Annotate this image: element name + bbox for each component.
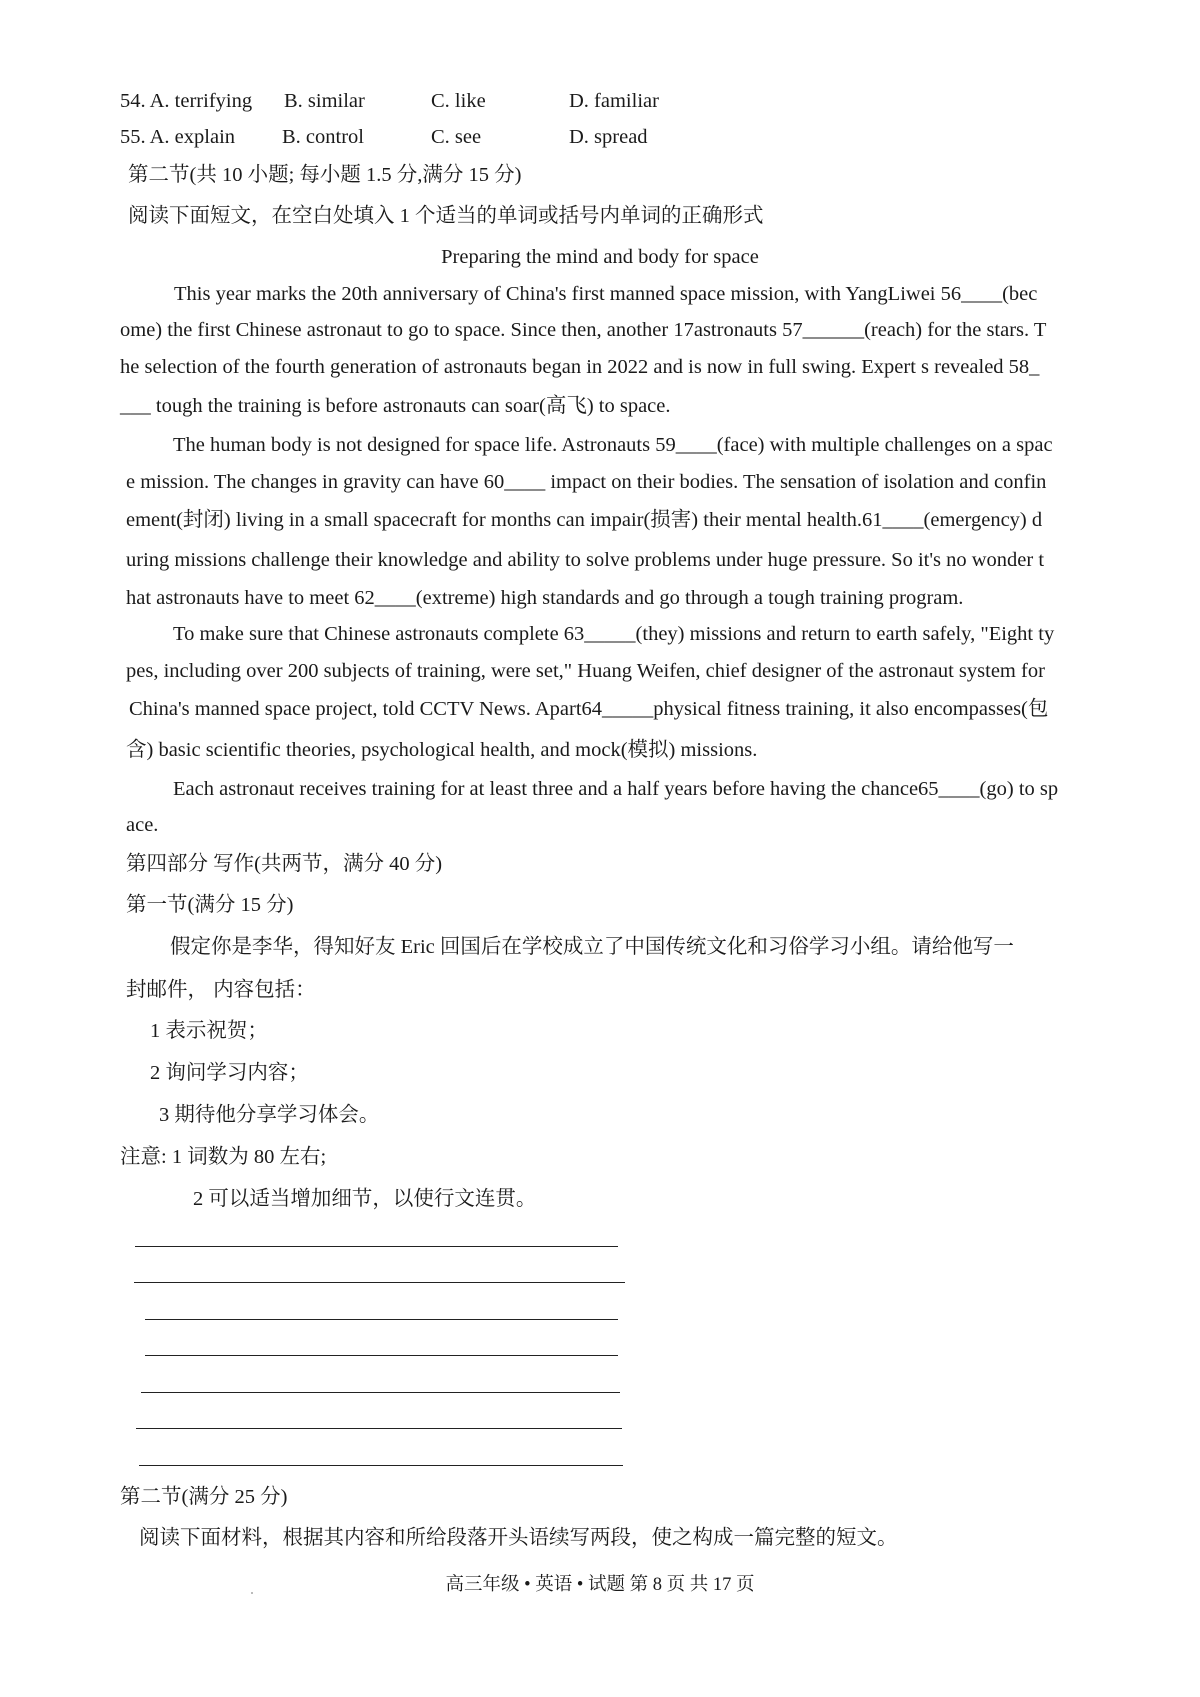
note-line1: 注意: 1 词数为 80 左右;: [120, 1146, 327, 1168]
q54-option-c: C. like: [431, 90, 486, 112]
section2-writing-instruction: 阅读下面材料，根据其内容和所给段落开头语续写两段，使之构成一篇完整的短文。: [139, 1527, 898, 1549]
prompt-point: 2 询问学习内容；: [150, 1062, 309, 1084]
passage-line: ement(封闭) living in a small spacecraft for months can impair(损害) their mental health.61____(emergency) d: [126, 509, 1043, 531]
answer-blank-line[interactable]: [135, 1246, 618, 1247]
prompt-point: 1 表示祝贺；: [150, 1020, 268, 1042]
q55-option-b: B. control: [282, 126, 364, 148]
passage-line: ome) the first Chinese astronaut to go to space. Since then, another 17astronauts 57______(reach) for the stars. T: [120, 319, 1047, 341]
q55-option-c: C. see: [431, 126, 482, 148]
answer-blank-line[interactable]: [136, 1428, 622, 1429]
section1-heading: 第一节(满分 15 分): [126, 894, 294, 916]
passage-line: This year marks the 20th anniversary of China's first manned space mission, with YangLiwei 56____(bec: [174, 283, 1038, 305]
passage-line: hat astronauts have to meet 62____(extreme) high standards and go through a tough training program.: [126, 587, 964, 609]
passage-line: Each astronaut receives training for at least three and a half years before having the chance65____(go) to sp: [173, 778, 1059, 800]
answer-blank-line[interactable]: [139, 1465, 623, 1466]
passage-line: he selection of the fourth generation of astronauts began in 2022 and is now in full swing. Expert s revealed 58_: [120, 356, 1040, 378]
writing-prompt-line1: 假定你是李华，得知好友 Eric 回国后在学校成立了中国传统文化和习俗学习小组。请给他写一: [170, 936, 1014, 958]
passage-title: Preparing the mind and body for space: [441, 246, 759, 268]
q54-option-d: D. familiar: [569, 90, 659, 112]
answer-blank-line[interactable]: [145, 1319, 618, 1320]
passage-line: The human body is not designed for space life. Astronauts 59____(face) with multiple challenges on a spac: [173, 434, 1053, 456]
passage-line: ace.: [126, 814, 159, 836]
writing-prompt-line2: 封邮件， 内容包括：: [126, 979, 316, 1001]
part4-heading: 第四部分 写作(共两节，满分 40 分): [126, 853, 443, 875]
passage-line: pes, including over 200 subjects of training, were set," Huang Weifen, chief designer of the astronaut system for: [126, 660, 1045, 682]
passage-line: To make sure that Chinese astronauts complete 63_____(they) missions and return to earth safely, "Eight ty: [173, 623, 1055, 645]
q55-option-a: 55. A. explain: [120, 126, 236, 148]
passage-line: China's manned space project, told CCTV News. Apart64_____physical fitness training, it also encompasses(包: [129, 698, 1049, 720]
q54-option-a: 54. A. terrifying: [120, 90, 253, 112]
prompt-point: 3 期待他分享学习体会。: [159, 1104, 380, 1126]
passage-line: e mission. The changes in gravity can have 60____ impact on their bodies. The sensation of isolation and confin: [126, 471, 1047, 493]
q55-option-d: D. spread: [569, 126, 648, 148]
passage-line: uring missions challenge their knowledge and ability to solve problems under huge pressure. So it's no wonder t: [126, 549, 1045, 571]
q54-option-b: B. similar: [284, 90, 365, 112]
page-footer: 高三年级 • 英语 • 试题 第 8 页 共 17 页: [445, 1575, 755, 1595]
section2-heading: 第二节(共 10 小题; 每小题 1.5 分,满分 15 分): [128, 164, 522, 186]
section2-writing-heading: 第二节(满分 25 分): [120, 1486, 288, 1508]
passage-line: 含) basic scientific theories, psychological health, and mock(模拟) missions.: [126, 739, 758, 761]
section2-instruction: 阅读下面短文，在空白处填入 1 个适当的单词或括号内单词的正确形式: [128, 205, 764, 227]
note-line2: 2 可以适当增加细节，以使行文连贯。: [193, 1188, 537, 1210]
answer-blank-line[interactable]: [141, 1392, 620, 1393]
answer-blank-line[interactable]: [134, 1282, 625, 1283]
answer-blank-line[interactable]: [145, 1355, 618, 1356]
passage-line: ___ tough the training is before astronauts can soar(高飞) to space.: [120, 395, 671, 417]
